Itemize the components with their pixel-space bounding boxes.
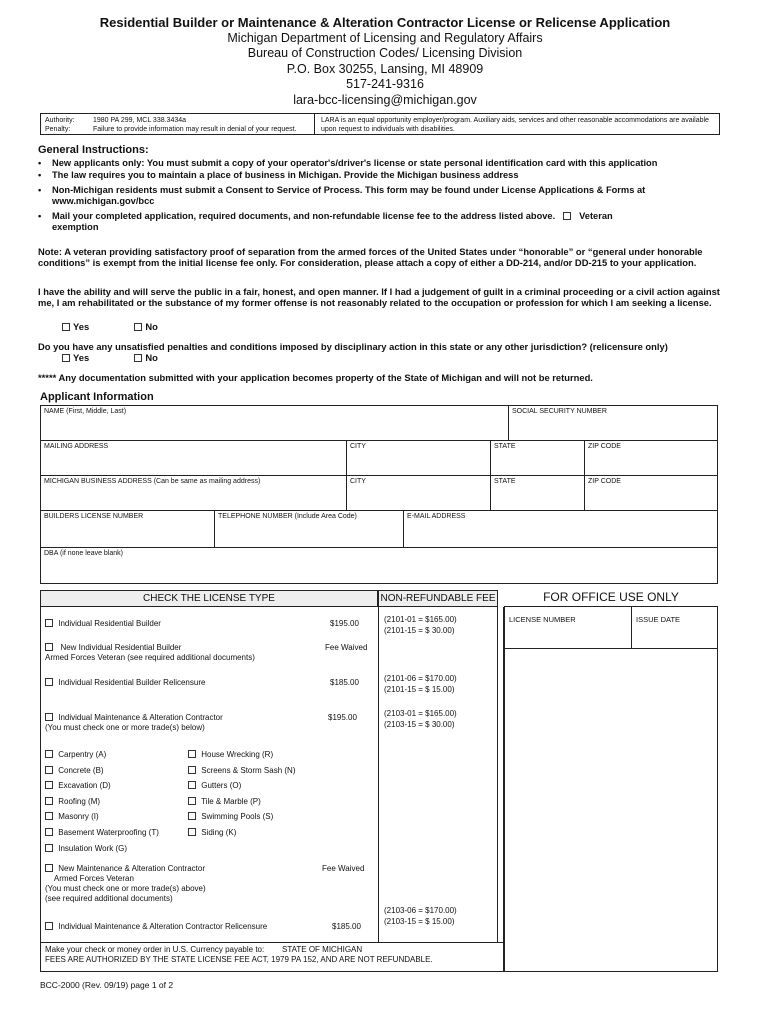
ind-ma-code-1: (2103-01 = $165.00) xyxy=(384,709,457,718)
form-title: Residential Builder or Maintenance & Alteration Contractor License or Relicense Application xyxy=(99,15,671,30)
col-fee: NON-REFUNDABLE FEE xyxy=(378,590,498,607)
trade-excavation[interactable]: Excavation (D) xyxy=(45,778,159,794)
new-ma-checkbox[interactable] xyxy=(45,864,53,872)
new-ma-fee: Fee Waived xyxy=(322,864,365,873)
statement-no-checkbox[interactable] xyxy=(134,323,142,331)
bureau-name: Bureau of Construction Codes/ Licensing Division xyxy=(247,46,523,60)
ma-reli-fee: $185.00 xyxy=(332,922,361,931)
ma-reli-code-1: (2103-06 = $170.00) xyxy=(384,906,457,915)
trade-swimming-pools[interactable]: Swimming Pools (S) xyxy=(188,809,295,825)
new-ind-res-checkbox[interactable] xyxy=(45,643,53,651)
ind-res-reli-option[interactable]: Individual Residential Builder Relicensure xyxy=(45,678,205,688)
department-name: Michigan Department of Licensing and Regulatory Affairs xyxy=(227,30,543,45)
trade-insulation[interactable]: Insulation Work (G) xyxy=(45,841,159,857)
builders-license-field[interactable]: BUILDERS LICENSE NUMBER xyxy=(41,511,215,548)
penalties-answer: Yes No xyxy=(62,352,752,363)
phone-number: 517-241-9316 xyxy=(346,77,424,91)
instructions-title: General Instructions: xyxy=(38,144,149,156)
ability-statement: I have the ability and will serve the public in a fair, honest, and open manner. If I had a judgement of guilt in a criminal proceeding or a civil action against me, I am rehabilitated or the substance of my former offense is not reasonably related to the occupation or profession for which I am seeking a license. xyxy=(38,286,720,308)
new-ind-res-fee: Fee Waived xyxy=(325,643,368,652)
form-footer: BCC-2000 (Rev. 09/19) page 1 of 2 xyxy=(40,980,174,990)
ma-reli-checkbox[interactable] xyxy=(45,922,53,930)
business-zip-field[interactable]: ZIP CODE xyxy=(585,476,717,511)
mailing-address-field[interactable]: MAILING ADDRESS xyxy=(41,441,347,476)
ind-res-code-2: (2101-15 = $ 30.00) xyxy=(384,626,455,635)
trade-concrete[interactable]: Concrete (B) xyxy=(45,763,159,779)
ind-ma-checkbox[interactable] xyxy=(45,713,53,721)
ind-res-reli-checkbox[interactable] xyxy=(45,678,53,686)
trade-masonry[interactable]: Masonry (I) xyxy=(45,809,159,825)
dba-field[interactable]: DBA (if none leave blank) xyxy=(44,550,123,557)
business-state-field[interactable]: STATE xyxy=(491,476,585,511)
penalties-no-checkbox[interactable] xyxy=(134,354,142,362)
property-note: ***** Any documentation submitted with your application becomes property of the State of Michigan and will not be returned. xyxy=(38,372,593,383)
fee-column-body xyxy=(378,607,498,942)
name-field[interactable]: NAME (First, Middle, Last) xyxy=(41,406,509,441)
mailing-zip-field[interactable]: ZIP CODE xyxy=(585,441,717,476)
ma-reli-option[interactable]: Individual Maintenance & Alteration Contractor Relicensure xyxy=(45,922,267,932)
new-ma-option[interactable]: New Maintenance & Alteration Contractor Armed Forces Veteran (You must check one or more trade(s) above) (see required additional documents) xyxy=(45,864,206,903)
ind-res-option[interactable]: Individual Residential Builder xyxy=(45,619,161,629)
trade-house-wrecking[interactable]: House Wrecking (R) xyxy=(188,747,295,763)
office-issue-cell xyxy=(632,607,718,649)
penalties-yes-checkbox[interactable] xyxy=(62,354,70,362)
office-use-body xyxy=(504,607,718,972)
statement-yes-checkbox[interactable] xyxy=(62,323,70,331)
authority-box xyxy=(40,113,720,135)
authority-value: 1980 PA 299, MCL 338.3434a xyxy=(93,117,187,124)
ssn-field[interactable]: SOCIAL SECURITY NUMBER xyxy=(509,406,717,441)
office-issue-label: ISSUE DATE xyxy=(636,615,681,624)
mailing-city-field[interactable]: CITY xyxy=(347,441,491,476)
form-header xyxy=(0,15,770,108)
business-city-field[interactable]: CITY xyxy=(347,476,491,511)
ind-res-reli-code-2: (2101-15 = $ 15.00) xyxy=(384,685,455,694)
office-license-label: LICENSE NUMBER xyxy=(509,615,576,624)
trade-tile-marble[interactable]: Tile & Marble (P) xyxy=(188,794,295,810)
veteran-note: Note: A veteran providing satisfactory proof of separation from the armed forces of the United States under “honorable” or “general under honorable conditions” is exempt from the initial license fee only. For consideration, please attach a copy of either a DD-214, and/or DD-215 to your application. xyxy=(38,246,703,268)
payment-divider xyxy=(40,942,504,943)
trade-screens-storm-sash[interactable]: Screens & Storm Sash (N) xyxy=(188,763,295,779)
penalty-value: Failure to provide information may result in denial of your request. xyxy=(93,126,297,133)
ind-res-checkbox[interactable] xyxy=(45,619,53,627)
ind-res-code-1: (2101-01 = $165.00) xyxy=(384,615,457,624)
trade-gutters[interactable]: Gutters (O) xyxy=(188,778,295,794)
trade-siding[interactable]: Siding (K) xyxy=(188,825,295,841)
authority-label: Authority: xyxy=(45,117,75,124)
new-ind-res-option[interactable]: New Individual Residential Builder Armed Forces Veteran (see required additional documents) xyxy=(45,643,255,662)
col-license-type: CHECK THE LICENSE TYPE xyxy=(40,590,378,607)
trades-left-list xyxy=(45,747,159,856)
trade-basement-waterproofing[interactable]: Basement Waterproofing (T) xyxy=(45,825,159,841)
col-office-use: FOR OFFICE USE ONLY xyxy=(504,590,718,607)
trades-right-list xyxy=(188,747,295,841)
trade-carpentry[interactable]: Carpentry (A) xyxy=(45,747,159,763)
ind-ma-option[interactable]: Individual Maintenance & Alteration Contractor (You must check one or more trade(s) below) xyxy=(45,713,223,732)
statement-answer: Yes No xyxy=(62,321,752,332)
ma-reli-code-2: (2103-15 = $ 15.00) xyxy=(384,917,455,926)
lara-note: LARA is an equal opportunity employer/program. Auxiliary aids, services and other reasonable accommodations are available upon request to individuals with disabilities. xyxy=(321,117,709,133)
ind-res-reli-fee: $185.00 xyxy=(330,678,359,687)
license-table xyxy=(40,590,718,972)
email-field[interactable]: E-MAIL ADDRESS xyxy=(404,511,717,548)
ind-res-fee: $195.00 xyxy=(330,619,359,628)
ind-ma-fee: $195.00 xyxy=(328,713,357,722)
mailing-state-field[interactable]: STATE xyxy=(491,441,585,476)
penalty-label: Penalty: xyxy=(45,126,71,133)
ind-res-reli-code-1: (2101-06 = $170.00) xyxy=(384,674,457,683)
ind-ma-code-2: (2103-15 = $ 30.00) xyxy=(384,720,455,729)
payment-instructions: Make your check or money order in U.S. Currency payable to: STATE OF MICHIGAN FEES ARE AUTHORIZED BY THE STATE LICENSE FEE ACT, 1979 PA 152, AND ARE NOT REFUNDABLE. xyxy=(45,945,433,964)
applicant-grid xyxy=(40,405,718,584)
telephone-field[interactable]: TELEPHONE NUMBER (Include Area Code) xyxy=(215,511,404,548)
applicant-title: Applicant Information xyxy=(40,391,154,403)
business-address-field[interactable]: MICHIGAN BUSINESS ADDRESS (Can be same as mailing address) xyxy=(41,476,347,511)
penalties-question: Do you have any unsatisfied penalties and conditions imposed by disciplinary action in this state or any other jurisdiction? (relicensure only) xyxy=(38,341,668,352)
office-license-cell xyxy=(504,607,632,649)
veteran-checkbox[interactable] xyxy=(563,212,571,220)
email-address: lara-bcc-licensing@michigan.gov xyxy=(293,92,477,107)
mail-address: P.O. Box 30255, Lansing, MI 48909 xyxy=(286,61,484,76)
trade-roofing[interactable]: Roofing (M) xyxy=(45,794,159,810)
